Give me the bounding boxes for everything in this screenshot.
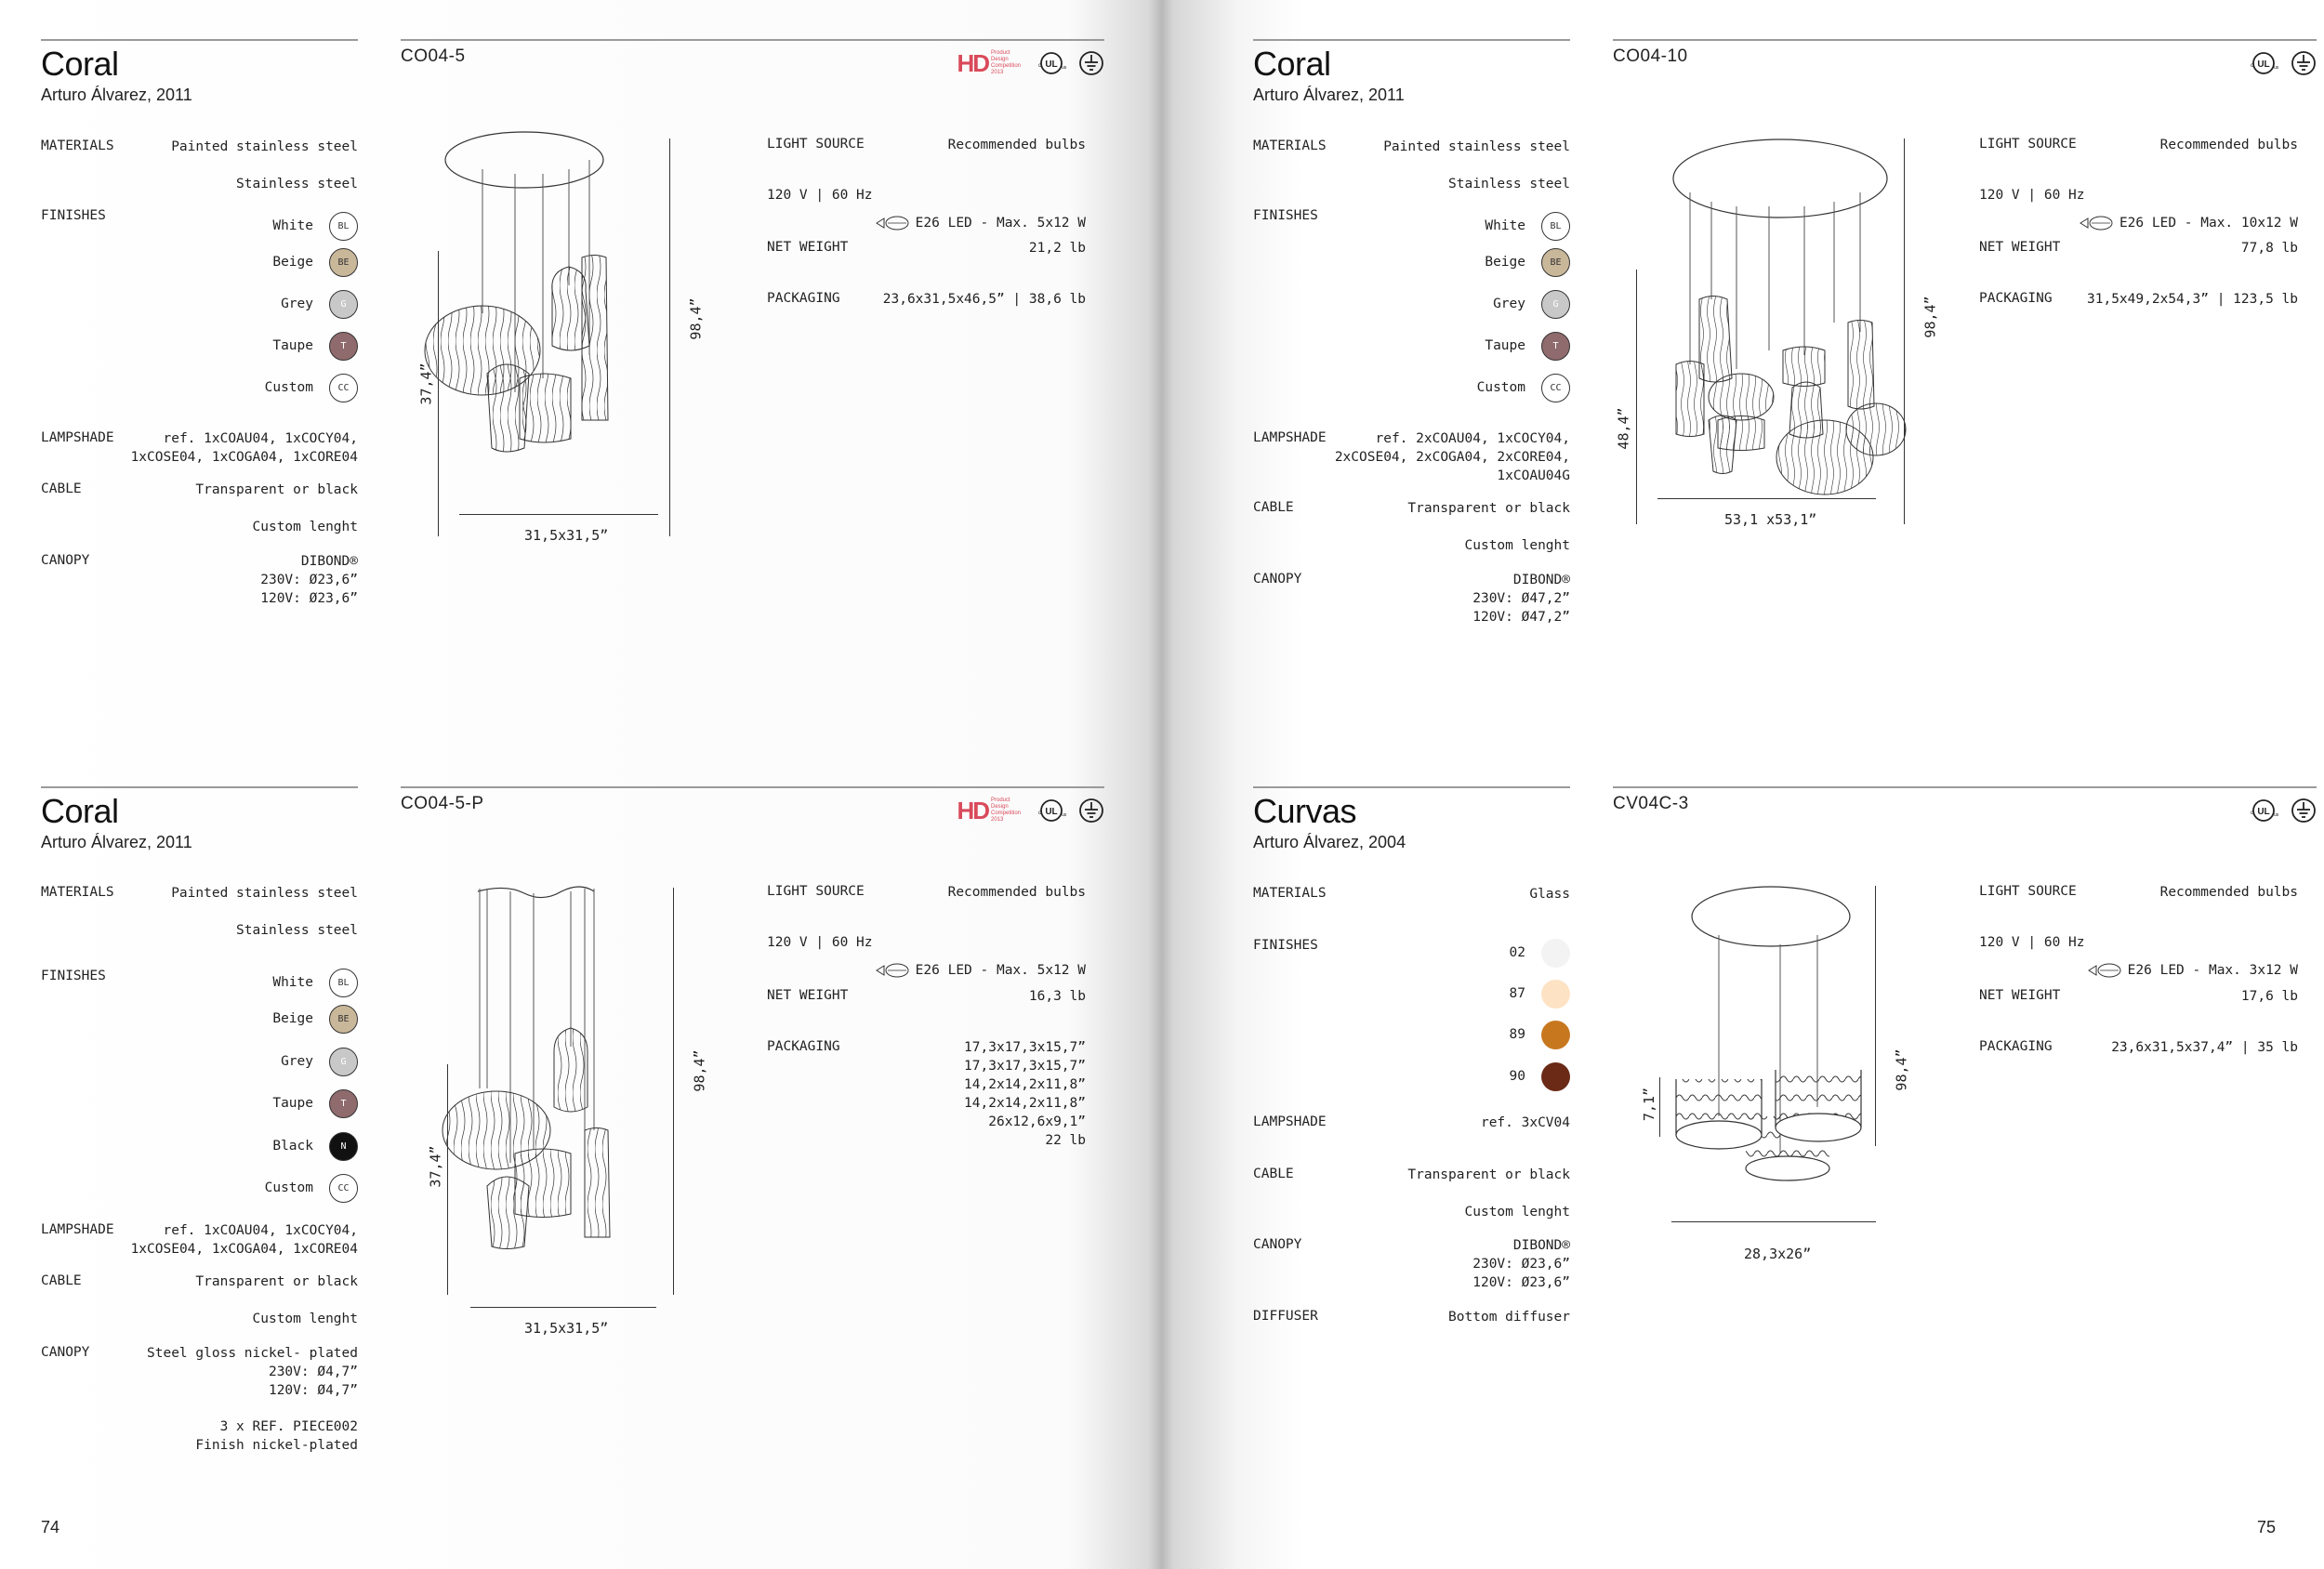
light-source-label: LIGHT SOURCE bbox=[1979, 884, 2077, 899]
svg-text:c: c bbox=[2251, 811, 2253, 816]
cable-value: Transparent or black bbox=[195, 1274, 358, 1289]
svg-text:us: us bbox=[2274, 812, 2279, 818]
finish-swatch: BE bbox=[329, 1005, 358, 1034]
product-block-co04-5-p bbox=[41, 786, 1104, 1511]
material-value: Painted stainless steel bbox=[171, 139, 358, 154]
material-value: Stainless steel bbox=[1448, 177, 1570, 191]
cable-label: CABLE bbox=[41, 481, 82, 496]
dim-total-height: 98,4” bbox=[1893, 1048, 1910, 1091]
ul-listed-icon bbox=[2246, 50, 2281, 76]
materials-label: MATERIALS bbox=[41, 138, 114, 153]
cable-length: Custom lenght bbox=[252, 1312, 358, 1326]
finish-swatch: N bbox=[329, 1132, 358, 1161]
dim-width: 28,3x26” bbox=[1744, 1246, 1812, 1262]
bulb-icon bbox=[875, 962, 912, 979]
canopy-value: Steel gloss nickel- plated 230V: Ø4,7” 120V: Ø4,7” bbox=[147, 1346, 358, 1398]
finish-name: Beige bbox=[272, 255, 313, 270]
finish-name: 87 bbox=[1509, 986, 1525, 1001]
dim-total-height: 98,4” bbox=[687, 297, 705, 340]
material-value: Stainless steel bbox=[236, 177, 358, 191]
ground-symbol-icon bbox=[1078, 798, 1104, 824]
finish-swatch bbox=[1541, 1021, 1570, 1049]
voltage-value: 120 V | 60 Hz bbox=[1979, 188, 2085, 203]
voltage-value: 120 V | 60 Hz bbox=[767, 935, 873, 950]
total-height-line bbox=[1904, 138, 1905, 524]
width-line bbox=[470, 1307, 656, 1308]
divider-right bbox=[1613, 39, 2317, 41]
product-code: CO04-5 bbox=[401, 46, 466, 66]
width-line bbox=[1671, 1221, 1876, 1222]
material-value: Painted stainless steel bbox=[171, 886, 358, 901]
dim-body-height: 48,4” bbox=[1615, 407, 1632, 450]
finish-swatch: BE bbox=[329, 248, 358, 277]
divider-left bbox=[1253, 786, 1570, 788]
ground-symbol-icon bbox=[2291, 50, 2317, 76]
light-source-label: LIGHT SOURCE bbox=[767, 137, 865, 152]
lamp-drawing bbox=[1648, 137, 1908, 490]
svg-text:c: c bbox=[1038, 63, 1041, 69]
bulb-icon bbox=[2079, 215, 2116, 231]
finish-name: White bbox=[272, 218, 313, 233]
width-line bbox=[1657, 498, 1876, 499]
svg-text:UL: UL bbox=[1045, 59, 1058, 70]
divider-left bbox=[41, 786, 358, 788]
finish-swatch bbox=[1541, 980, 1570, 1009]
recommended-bulbs-label: Recommended bulbs bbox=[2159, 885, 2298, 900]
dim-body-height: 37,4” bbox=[417, 363, 435, 405]
finish-name: Taupe bbox=[272, 338, 313, 353]
lamp-drawing bbox=[469, 884, 710, 1256]
material-value: Painted stainless steel bbox=[1383, 139, 1570, 154]
canopy-label: CANOPY bbox=[41, 1345, 90, 1360]
packaging-value: 17,3x17,3x15,7” 17,3x17,3x15,7” 14,2x14,2x11,8” 14,2x14,2x11,8” 26x12,6x9,1” 22 lb bbox=[964, 1040, 1086, 1148]
lampshade-value: ref. 3xCV04 bbox=[1480, 1115, 1570, 1130]
divider-right bbox=[401, 786, 1104, 788]
canopy-value: DIBOND® 230V: Ø23,6” 120V: Ø23,6” bbox=[1472, 1238, 1570, 1290]
svg-text:us: us bbox=[1062, 65, 1067, 71]
finish-name: Grey bbox=[1493, 297, 1525, 311]
canopy-value: DIBOND® 230V: Ø23,6” 120V: Ø23,6” bbox=[260, 554, 358, 606]
product-author: Arturo Álvarez, 2004 bbox=[1253, 833, 1406, 851]
finishes-label: FINISHES bbox=[1253, 208, 1318, 223]
cable-length: Custom lenght bbox=[252, 520, 358, 534]
finish-name: Custom bbox=[264, 1180, 313, 1195]
page-number-left: 74 bbox=[41, 1518, 60, 1536]
page-number-right: 75 bbox=[2257, 1518, 2277, 1536]
cable-label: CABLE bbox=[1253, 1167, 1294, 1181]
ground-symbol-icon bbox=[2291, 798, 2317, 824]
certification-icons bbox=[2246, 48, 2317, 78]
packaging-value: 23,6x31,5x37,4” | 35 lb bbox=[2111, 1040, 2298, 1055]
finish-name: White bbox=[1485, 218, 1525, 233]
finish-swatch: G bbox=[1541, 290, 1570, 319]
ul-listed-icon bbox=[1034, 50, 1069, 76]
net-weight-value: 17,6 lb bbox=[2240, 989, 2298, 1004]
finish-name: Beige bbox=[1485, 255, 1525, 270]
diffuser-label: DIFFUSER bbox=[1253, 1309, 1318, 1324]
bulb-spec: E26 LED - Max. 5x12 W bbox=[825, 943, 1086, 1003]
net-weight-label: NET WEIGHT bbox=[767, 988, 849, 1003]
finish-name: White bbox=[272, 975, 313, 990]
light-source-label: LIGHT SOURCE bbox=[767, 884, 865, 899]
finish-swatch: T bbox=[329, 332, 358, 361]
dim-width: 53,1 x53,1” bbox=[1724, 511, 1817, 528]
svg-text:UL: UL bbox=[2257, 807, 2270, 817]
bulb-spec: E26 LED - Max. 3x12 W bbox=[2038, 943, 2298, 1003]
ground-symbol-icon bbox=[1078, 50, 1104, 76]
lampshade-value: ref. 1xCOAU04, 1xCOCY04, 1xCOSE04, 1xCOGA04, 1xCORE04 bbox=[130, 1223, 358, 1257]
recommended-bulbs-label: Recommended bulbs bbox=[947, 138, 1086, 152]
material-value: Stainless steel bbox=[236, 923, 358, 938]
material-value: Glass bbox=[1529, 887, 1570, 902]
width-line bbox=[459, 514, 658, 515]
total-height-line bbox=[1875, 886, 1876, 1146]
materials-label: MATERIALS bbox=[41, 885, 114, 900]
lampshade-label: LAMPSHADE bbox=[41, 430, 114, 445]
svg-text:us: us bbox=[1062, 812, 1067, 818]
certification-icons bbox=[957, 796, 1104, 825]
certification-icons bbox=[957, 48, 1104, 78]
dim-width: 31,5x31,5” bbox=[524, 527, 609, 544]
finish-name: 89 bbox=[1509, 1027, 1525, 1042]
product-author: Arturo Álvarez, 2011 bbox=[1253, 86, 1405, 104]
finish-swatch: CC bbox=[1541, 374, 1570, 402]
finish-name: Taupe bbox=[1485, 338, 1525, 353]
net-weight-value: 77,8 lb bbox=[2240, 241, 2298, 256]
cable-length: Custom lenght bbox=[1464, 1205, 1570, 1220]
body-height-line bbox=[438, 251, 439, 536]
cable-value: Transparent or black bbox=[195, 482, 358, 497]
finish-swatch: CC bbox=[329, 1174, 358, 1203]
voltage-value: 120 V | 60 Hz bbox=[767, 188, 873, 203]
body-height-line bbox=[447, 1064, 448, 1295]
svg-text:UL: UL bbox=[1045, 807, 1058, 817]
net-weight-label: NET WEIGHT bbox=[767, 240, 849, 255]
recommended-bulbs-label: Recommended bulbs bbox=[2159, 138, 2298, 152]
net-weight-label: NET WEIGHT bbox=[1979, 988, 2061, 1003]
product-title: Curvas bbox=[1253, 792, 1357, 830]
dim-total-height: 98,4” bbox=[691, 1049, 708, 1092]
product-title: Coral bbox=[1253, 45, 1331, 83]
product-code: CO04-5-P bbox=[401, 794, 484, 813]
finish-name: Custom bbox=[264, 380, 313, 395]
finish-name: Grey bbox=[281, 1054, 313, 1069]
diffuser-value: Bottom diffuser bbox=[1448, 1310, 1570, 1325]
finish-swatch bbox=[1541, 1062, 1570, 1091]
product-block-co04-5 bbox=[41, 39, 1104, 764]
lampshade-label: LAMPSHADE bbox=[1253, 430, 1327, 445]
product-title: Coral bbox=[41, 45, 119, 83]
lampshade-label: LAMPSHADE bbox=[41, 1222, 114, 1237]
body-height-line bbox=[1659, 1077, 1660, 1137]
finish-swatch: BL bbox=[329, 969, 358, 997]
ul-listed-icon bbox=[2246, 798, 2281, 824]
packaging-label: PACKAGING bbox=[1979, 291, 2053, 306]
divider-left bbox=[41, 39, 358, 41]
product-block-cv04c-3 bbox=[1253, 786, 2317, 1511]
light-source-label: LIGHT SOURCE bbox=[1979, 137, 2077, 152]
finish-swatch: G bbox=[329, 290, 358, 319]
finishes-label: FINISHES bbox=[41, 208, 106, 223]
finish-name: 90 bbox=[1509, 1069, 1525, 1084]
svg-text:us: us bbox=[2274, 65, 2279, 71]
svg-text:c: c bbox=[1038, 811, 1041, 816]
ul-listed-icon bbox=[1034, 798, 1069, 824]
cable-length: Custom lenght bbox=[1464, 538, 1570, 553]
finishes-label: FINISHES bbox=[1253, 938, 1318, 953]
total-height-line bbox=[669, 138, 670, 536]
finish-name: Black bbox=[272, 1139, 313, 1154]
hd-award-logo: HD Product Design Competition 2013 bbox=[957, 796, 1022, 824]
bulb-spec: E26 LED - Max. 5x12 W bbox=[825, 195, 1086, 256]
lampshade-value: ref. 2xCOAU04, 1xCOCY04, 2xCOSE04, 2xCOGA04, 2xCORE04, 1xCOAU04G bbox=[1334, 431, 1570, 483]
svg-text:c: c bbox=[2251, 63, 2253, 69]
packaging-value: 31,5x49,2x54,3” | 123,5 lb bbox=[2087, 292, 2298, 307]
finish-name: Beige bbox=[272, 1011, 313, 1026]
cable-value: Transparent or black bbox=[1407, 1167, 1570, 1182]
packaging-label: PACKAGING bbox=[767, 1039, 840, 1054]
bulb-icon bbox=[2087, 962, 2124, 979]
cable-label: CABLE bbox=[41, 1273, 82, 1288]
net-weight-value: 16,3 lb bbox=[1028, 989, 1086, 1004]
cable-value: Transparent or black bbox=[1407, 501, 1570, 516]
canopy-label: CANOPY bbox=[1253, 572, 1302, 587]
finish-swatch: G bbox=[329, 1048, 358, 1076]
product-author: Arturo Álvarez, 2011 bbox=[41, 86, 192, 104]
materials-label: MATERIALS bbox=[1253, 886, 1327, 901]
finish-name: 02 bbox=[1509, 945, 1525, 960]
certification-icons bbox=[2246, 796, 2317, 825]
product-author: Arturo Álvarez, 2011 bbox=[41, 833, 192, 851]
finish-swatch: T bbox=[1541, 332, 1570, 361]
divider-left bbox=[1253, 39, 1570, 41]
finish-swatch: BL bbox=[329, 212, 358, 241]
canopy-value: DIBOND® 230V: Ø47,2” 120V: Ø47,2” bbox=[1472, 573, 1570, 625]
dim-width: 31,5x31,5” bbox=[524, 1320, 609, 1337]
finish-name: Custom bbox=[1476, 380, 1525, 395]
bulb-spec: E26 LED - Max. 10x12 W bbox=[2030, 195, 2298, 256]
total-height-line bbox=[673, 888, 674, 1295]
dim-body-height: 37,4” bbox=[427, 1145, 444, 1188]
cable-label: CABLE bbox=[1253, 500, 1294, 515]
product-title: Coral bbox=[41, 792, 119, 830]
canopy-label: CANOPY bbox=[1253, 1237, 1302, 1252]
finish-swatch bbox=[1541, 939, 1570, 968]
net-weight-value: 21,2 lb bbox=[1028, 241, 1086, 256]
packaging-label: PACKAGING bbox=[767, 291, 840, 306]
body-height-line bbox=[1636, 270, 1637, 524]
finish-name: Taupe bbox=[272, 1096, 313, 1111]
dim-total-height: 98,4” bbox=[1921, 296, 1939, 338]
finishes-label: FINISHES bbox=[41, 969, 106, 983]
svg-text:UL: UL bbox=[2257, 59, 2270, 70]
divider-right bbox=[401, 39, 1104, 41]
dim-body-height: 7,1” bbox=[1641, 1087, 1658, 1122]
finish-swatch: T bbox=[329, 1089, 358, 1118]
finish-swatch: CC bbox=[329, 374, 358, 402]
finish-swatch: BL bbox=[1541, 212, 1570, 241]
bulb-icon bbox=[875, 215, 912, 231]
canopy-label: CANOPY bbox=[41, 553, 90, 568]
divider-right bbox=[1613, 786, 2317, 788]
lampshade-value: ref. 1xCOAU04, 1xCOCY04, 1xCOSE04, 1xCOGA04, 1xCORE04 bbox=[130, 431, 358, 465]
lamp-drawing bbox=[1676, 884, 1918, 1200]
recommended-bulbs-label: Recommended bulbs bbox=[947, 885, 1086, 900]
product-code: CO04-10 bbox=[1613, 46, 1688, 66]
finish-swatch: BE bbox=[1541, 248, 1570, 277]
lamp-drawing bbox=[441, 132, 720, 485]
canopy-extra: 3 x REF. PIECE002 Finish nickel-plated bbox=[195, 1419, 358, 1453]
packaging-value: 23,6x31,5x46,5” | 38,6 lb bbox=[882, 292, 1086, 307]
finish-name: Grey bbox=[281, 297, 313, 311]
net-weight-label: NET WEIGHT bbox=[1979, 240, 2061, 255]
lampshade-label: LAMPSHADE bbox=[1253, 1114, 1327, 1129]
hd-award-logo: HD Product Design Competition 2013 bbox=[957, 48, 1022, 77]
product-code: CV04C-3 bbox=[1613, 794, 1689, 813]
materials-label: MATERIALS bbox=[1253, 138, 1327, 153]
product-block-co04-10 bbox=[1253, 39, 2317, 764]
voltage-value: 120 V | 60 Hz bbox=[1979, 935, 2085, 950]
packaging-label: PACKAGING bbox=[1979, 1039, 2053, 1054]
